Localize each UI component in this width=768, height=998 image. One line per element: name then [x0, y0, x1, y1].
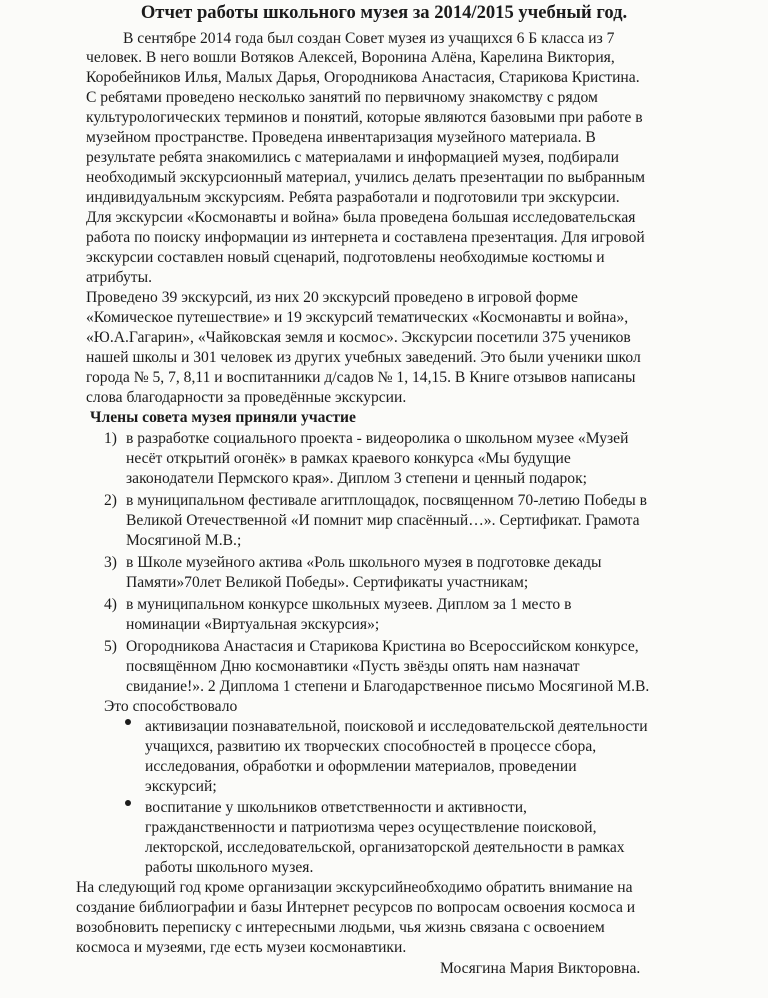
stats-line: города № 5, 7, 8,11 и воспитанники д/садов № 1, 14,15. В Книге отзывов написаны: [86, 369, 636, 386]
plans-line: возобновить переписку с интересными людьми, чья жизнь связана с освоением: [76, 919, 605, 936]
item-line: в муниципальном конкурсе школьных музеев. Диплом за 1 место в: [126, 596, 572, 613]
item-line: в разработке социального проекта - видеоролика о школьном музее «Музей: [126, 430, 629, 447]
plans-line: создание библиографии и базы Интернет ресурсов по вопросам освоения космоса и: [76, 899, 636, 916]
item-line: Памяти»70лет Великой Победы». Сертификаты участникам;: [126, 574, 529, 591]
bullet-line: лекторской, исследовательской, организаторской деятельности в рамках: [145, 839, 625, 856]
signature: Мосягина Мария Викторовна.: [440, 960, 641, 977]
item-line: законодатели Пермского края». Диплом 3 степени и ценный подарок;: [126, 470, 587, 487]
intro-line: экскурсии составлен новый сценарий, подготовлены необходимые костюмы и: [86, 249, 605, 266]
intro-line: В сентябре 2014 года был создан Совет музея из учащихся 6 Б класса из 7: [123, 30, 615, 47]
item-line: посвящённом Дню космонавтики «Пусть звёзды опять нам назначат: [126, 658, 580, 675]
bullet-icon: [125, 800, 131, 806]
intro-line: необходимый экскурсионный материал, учились делать презентации по выбранным: [86, 169, 645, 186]
stats-line: «Ю.А.Гагарин», «Чайковская земля и космос». Экскурсии посетили 375 учеников: [86, 329, 631, 346]
bullet-line: гражданственности и патриотизма через осуществление поисковой,: [145, 819, 597, 836]
item-number: 3): [104, 554, 117, 571]
intro-line: культурологических терминов и понятий, которые являются базовыми при работе в: [86, 109, 643, 126]
item-line: Великой Отечественной «И помнит мир спасённый…». Сертификат. Грамота: [126, 512, 640, 529]
item-line: свидание!». 2 Диплома 1 степени и Благодарственное письмо Мосягиной М.В.: [126, 678, 650, 695]
bullet-line: воспитание у школьников ответственности и активности,: [145, 799, 527, 816]
bullet-line: учащихся, развитию их творческих способностей в процессе сбора,: [145, 738, 597, 755]
item-number: 2): [104, 492, 117, 509]
item-number: 5): [104, 638, 117, 655]
intro-line: атрибуты.: [86, 269, 152, 286]
item-number: 1): [104, 430, 117, 447]
item-line: несёт открытий огонёк» в рамках краевого конкурса «Мы будущие: [126, 450, 571, 467]
stats-line: Проведено 39 экскурсий, из них 20 экскурсий проведено в игровой форме: [86, 289, 578, 306]
intro-line: человек. В него вошли Вотяков Алексей, Воронина Алёна, Карелина Виктория,: [86, 49, 615, 66]
plans-line: космоса и музеями, где есть музеи космонавтики.: [76, 939, 407, 956]
item-line: номинации «Виртуальная экскурсия»;: [126, 616, 380, 633]
bullet-line: экскурсий;: [145, 778, 217, 795]
stats-line: «Комическое путешествие» и 19 экскурсий тематических «Космонавты и война»,: [86, 309, 629, 326]
plans-line: На следующий год кроме организации экскурсийнеобходимо обратить внимание на: [76, 879, 633, 896]
item-line: в муниципальном фестивале агитплощадок, посвященном 70-летию Победы в: [126, 492, 647, 509]
intro-line: работа по поиску информации из интернета и составлена презентация. Для игровой: [86, 229, 645, 246]
bullet-line: исследования, обработки и оформлении материалов, проведении: [145, 758, 577, 775]
contrib-heading: Это способствовало: [104, 698, 238, 715]
bullet-icon: [125, 719, 131, 725]
intro-line: индивидуальным экскурсиям. Ребята разработали и подготовили три экскурсии.: [86, 189, 620, 206]
stats-line: слова благодарности за проведённые экскурсии.: [86, 389, 407, 406]
intro-line: Коробейников Илья, Малых Дарья, Огородникова Анастасия, Старикова Кристина.: [86, 69, 640, 86]
stats-line: нашей школы и 301 человек из других учебных заведений. Это были ученики школ: [86, 349, 641, 366]
bullet-line: активизации познавательной, поисковой и исследовательской деятельности: [145, 718, 648, 735]
intro-line: Для экскурсии «Космонавты и война» была проведена большая исследовательская: [86, 209, 636, 226]
intro-line: С ребятами проведено несколько занятий по первичному знакомству с рядом: [86, 89, 598, 106]
item-line: Мосягиной М.В.;: [126, 532, 242, 549]
participation-heading: Члены совета музея приняли участие: [90, 409, 356, 426]
intro-line: музейном пространстве. Проведена инвентаризация музейного материала. В: [86, 129, 596, 146]
page-title: Отчет работы школьного музея за 2014/2015 учебный год.: [140, 2, 628, 23]
intro-line: результате ребята знакомились с материалами и информацией музея, подбирали: [86, 149, 619, 166]
item-number: 4): [104, 596, 117, 613]
item-line: Огородникова Анастасия и Старикова Кристина во Всероссийском конкурсе,: [126, 638, 639, 655]
item-line: в Школе музейного актива «Роль школьного музея в подготовке декады: [126, 554, 602, 571]
bullet-line: работы школьного музея.: [145, 859, 314, 876]
